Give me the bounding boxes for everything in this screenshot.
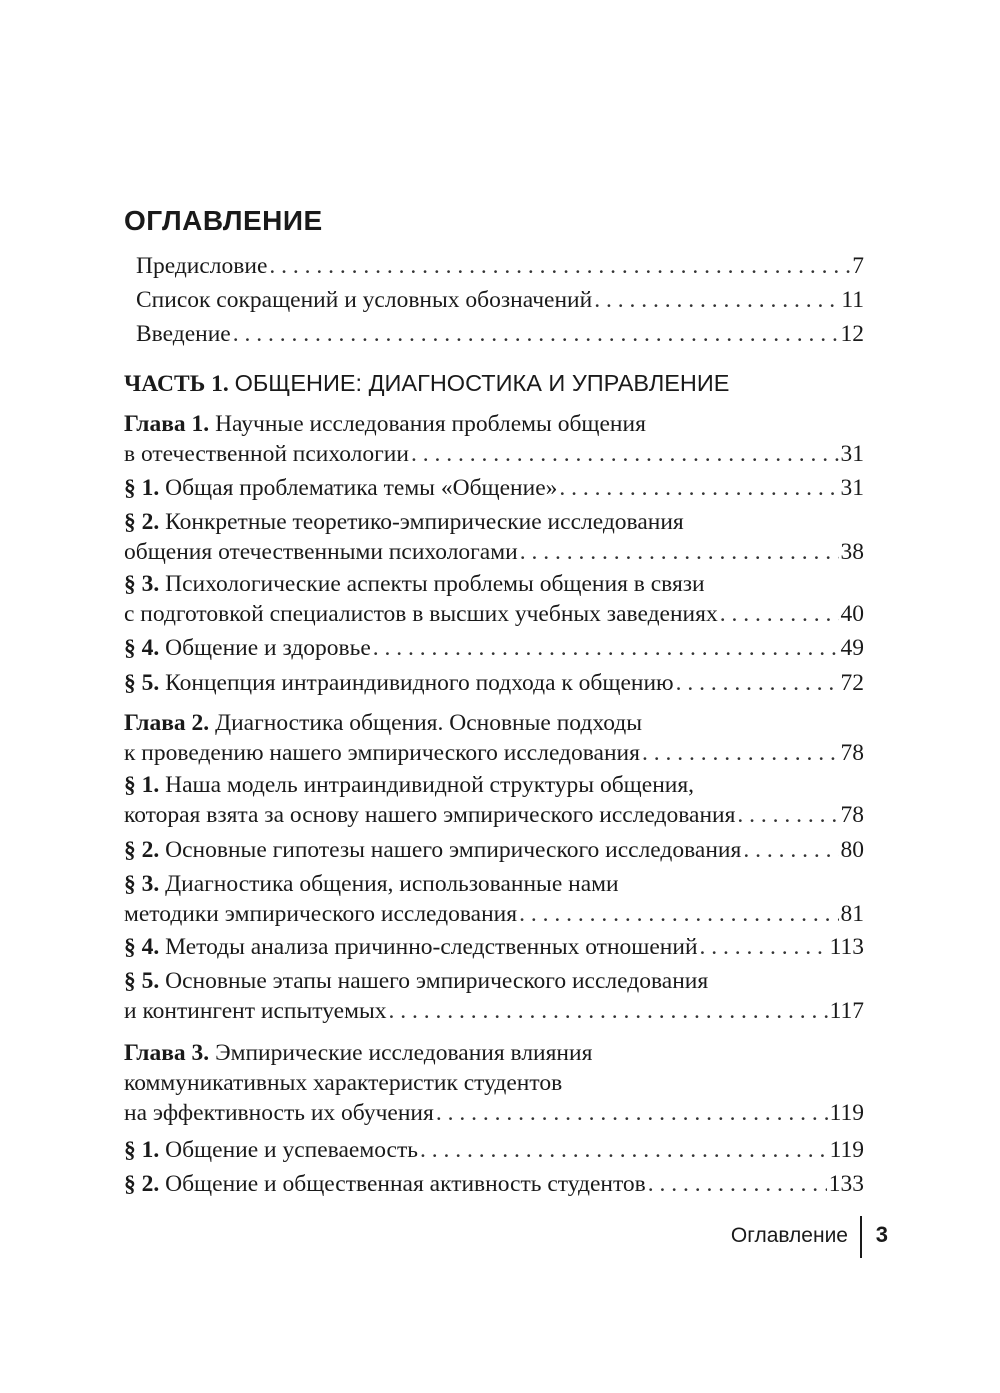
- footer-divider: [860, 1216, 862, 1258]
- section-title-last: общения отечественными психологами: [124, 539, 518, 565]
- toc-part-1[interactable]: [124, 367, 864, 399]
- section-label: § 4.: [124, 934, 160, 960]
- leader-dots: [676, 667, 839, 699]
- toc-section-1-2[interactable]: [124, 506, 864, 538]
- chapter-title-line2: коммуникативных характеристик студентов: [124, 1070, 563, 1096]
- toc-section-2-5[interactable]: [124, 965, 864, 997]
- entry-page: 31: [840, 441, 864, 467]
- entry-page: 12: [840, 321, 864, 347]
- leader-dots: [737, 799, 838, 831]
- leader-dots: [720, 598, 839, 630]
- footer-section-label: Оглавление: [730, 1224, 848, 1247]
- entry-title: Введение: [136, 321, 231, 347]
- page-number: 3: [875, 1222, 888, 1247]
- toc-chapter-2-last[interactable]: [124, 737, 864, 769]
- section-label: § 5.: [124, 968, 160, 994]
- entry-page: 78: [840, 740, 864, 766]
- entry-page: 49: [840, 635, 864, 661]
- leader-dots: [436, 1097, 828, 1129]
- section-title-line1: Психологические аспекты проблемы общения в связи: [165, 571, 705, 597]
- section-title-line1: Наша модель интраиндивидной структуры общения,: [165, 772, 695, 798]
- section-title: Основные гипотезы нашего эмпирического исследования: [165, 837, 742, 863]
- toc-section-1-5[interactable]: [124, 667, 864, 699]
- part-title: ОБЩЕНИЕ: ДИАГНОСТИКА И УПРАВЛЕНИЕ: [234, 370, 730, 396]
- toc-entry-introduction[interactable]: [124, 318, 864, 350]
- leader-dots: [519, 898, 838, 930]
- toc-section-3-1[interactable]: [124, 1134, 864, 1166]
- leader-dots: [411, 438, 839, 470]
- entry-title: Предисловие: [136, 253, 268, 279]
- leader-dots: [269, 250, 850, 282]
- section-label: § 4.: [124, 635, 160, 661]
- toc-chapter-1-last[interactable]: [124, 438, 864, 470]
- toc-chapter-2[interactable]: [124, 707, 864, 739]
- section-label: § 2.: [124, 837, 160, 863]
- entry-page: 38: [840, 539, 864, 565]
- leader-dots: [559, 472, 838, 504]
- entry-page: 31: [840, 475, 864, 501]
- part-label: ЧАСТЬ 1.: [124, 371, 229, 397]
- section-title-last: которая взята за основу нашего эмпирического исследования: [124, 802, 736, 828]
- entry-page: 7: [852, 253, 864, 279]
- toc-entry-preface[interactable]: [124, 250, 864, 282]
- section-label: § 2.: [124, 509, 160, 535]
- toc-section-1-3[interactable]: [124, 568, 864, 600]
- toc-section-2-1[interactable]: [124, 769, 864, 801]
- chapter-title-line1: Научные исследования проблемы общения: [215, 411, 646, 437]
- running-footer: [730, 1216, 900, 1256]
- section-title: Методы анализа причинно-следственных отношений: [165, 934, 698, 960]
- toc-section-2-3[interactable]: [124, 868, 864, 900]
- leader-dots: [700, 931, 828, 963]
- toc-section-2-2[interactable]: [124, 834, 864, 866]
- chapter-title-last: к проведению нашего эмпирического исследования: [124, 740, 640, 766]
- toc-section-1-3-last[interactable]: [124, 598, 864, 630]
- chapter-title-last: на эффективность их обучения: [124, 1100, 434, 1126]
- toc-section-2-1-last[interactable]: [124, 799, 864, 831]
- section-title: Общая проблематика темы «Общение»: [165, 475, 558, 501]
- leader-dots: [389, 995, 828, 1027]
- toc-section-3-2[interactable]: [124, 1168, 864, 1200]
- leader-dots: [648, 1168, 827, 1200]
- section-title-last: и контингент испытуемых: [124, 998, 387, 1024]
- entry-page: 81: [840, 901, 864, 927]
- leader-dots: [743, 834, 838, 866]
- leader-dots: [594, 284, 839, 316]
- chapter-title-line1: Диагностика общения. Основные подходы: [215, 710, 643, 736]
- leader-dots: [233, 318, 839, 350]
- entry-page: 113: [829, 934, 864, 960]
- toc-section-1-4[interactable]: [124, 632, 864, 664]
- toc-section-1-2-last[interactable]: [124, 536, 864, 568]
- leader-dots: [642, 737, 839, 769]
- section-title: Общение и общественная активность студентов: [165, 1171, 646, 1197]
- entry-title: Список сокращений и условных обозначений: [136, 287, 593, 313]
- section-title-last: с подготовкой специалистов в высших учебных заведениях: [124, 601, 718, 627]
- section-label: § 1.: [124, 772, 160, 798]
- toc-chapter-3-line2[interactable]: [124, 1067, 864, 1099]
- leader-dots: [520, 536, 839, 568]
- toc-chapter-3[interactable]: [124, 1037, 864, 1069]
- section-label: § 1.: [124, 475, 160, 501]
- section-label: § 3.: [124, 571, 160, 597]
- entry-page: 80: [840, 837, 864, 863]
- leader-dots: [420, 1134, 828, 1166]
- toc-section-1-1[interactable]: [124, 472, 864, 504]
- section-label: § 2.: [124, 1171, 160, 1197]
- toc-chapter-1[interactable]: [124, 408, 864, 440]
- entry-page: 78: [840, 802, 864, 828]
- entry-page: 40: [840, 601, 864, 627]
- chapter-label: Глава 2.: [124, 710, 210, 736]
- leader-dots: [373, 632, 839, 664]
- toc-entry-abbreviations[interactable]: [124, 284, 864, 316]
- chapter-title-last: в отечественной психологии: [124, 441, 409, 467]
- entry-page: 11: [841, 287, 864, 313]
- entry-page: 117: [829, 998, 864, 1024]
- section-title: Общение и здоровье: [165, 635, 371, 661]
- section-label: § 1.: [124, 1137, 160, 1163]
- chapter-label: Глава 3.: [124, 1040, 210, 1066]
- section-label: § 3.: [124, 871, 160, 897]
- toc-chapter-3-last[interactable]: [124, 1097, 864, 1129]
- toc-section-2-4[interactable]: [124, 931, 864, 963]
- section-label: § 5.: [124, 670, 160, 696]
- entry-page: 119: [829, 1137, 864, 1163]
- section-title: Общение и успеваемость: [165, 1137, 418, 1163]
- section-title: Концепция интраиндивидного подхода к общению: [165, 670, 674, 696]
- entry-page: 133: [828, 1171, 864, 1197]
- entry-page: 119: [829, 1100, 864, 1126]
- toc-heading: ОГЛАВЛЕНИЕ: [124, 205, 323, 236]
- chapter-title-line1: Эмпирические исследования влияния: [215, 1040, 593, 1066]
- entry-page: 72: [840, 670, 864, 696]
- section-title-line1: Конкретные теоретико-эмпирические исследования: [165, 509, 684, 535]
- section-title-line1: Основные этапы нашего эмпирического исследования: [165, 968, 709, 994]
- chapter-label: Глава 1.: [124, 411, 210, 437]
- section-title-last: методики эмпирического исследования: [124, 901, 518, 927]
- toc-section-2-3-last[interactable]: [124, 898, 864, 930]
- toc-section-2-5-last[interactable]: [124, 995, 864, 1027]
- section-title-line1: Диагностика общения, использованные нами: [165, 871, 619, 897]
